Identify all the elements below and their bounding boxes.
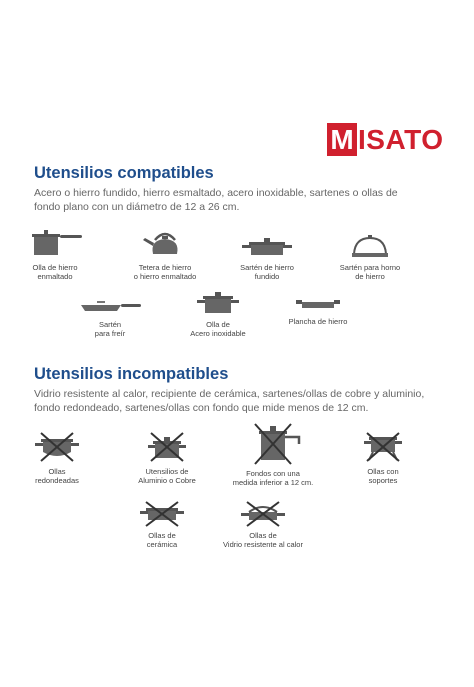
- compatible-item-stainless-pot: [173, 289, 263, 338]
- compatible-title: Utensilios compatibles: [34, 164, 214, 182]
- round-bottom-pot-crossed-icon: [27, 430, 87, 464]
- compatible-item-frying-pan: [65, 293, 155, 338]
- incompatible-desc-line-2: fondo redondeado, sartenes/ollas con fondo que mide menos de 12 cm.: [34, 402, 369, 414]
- kettle-icon: [135, 224, 195, 260]
- incompatible-item-round-pots: [12, 430, 102, 485]
- compatible-description: [34, 186, 454, 214]
- compatible-item-cast-iron-pan: [222, 232, 312, 281]
- stainless-pot-icon: [188, 289, 248, 317]
- compatible-item-oven-pan: [325, 232, 415, 281]
- incompatible-item-label: Ollas de Vidrio resistente al calor: [223, 531, 303, 549]
- compatible-item-griddle: [273, 296, 363, 326]
- compatible-item-label: Plancha de hierro: [288, 317, 348, 326]
- griddle-icon: [288, 296, 348, 314]
- incompatible-item-label: Ollas de cerámica: [146, 531, 178, 549]
- pot-with-handle-icon: [25, 224, 85, 260]
- compatible-desc-line-1: Acero o hierro fundido, hierro esmaltado, acero inoxidable, sartenes o ollas de: [34, 187, 398, 199]
- pot-with-stand-crossed-icon: [353, 430, 413, 464]
- incompatible-item-label: Fondos con una medida inferior a 12 cm.: [232, 469, 314, 487]
- incompatible-item-label: Utensilios de Aluminio o Cobre: [138, 467, 196, 485]
- small-base-pot-crossed-icon: [243, 420, 303, 466]
- frying-pan-icon: [75, 293, 145, 317]
- compatible-item-kettle: [120, 224, 210, 281]
- compatible-item-label: Olla de Acero inoxidable: [190, 320, 246, 338]
- compatible-item-cast-iron-pot: [10, 224, 100, 281]
- incompatible-item-label: Ollas con soportes: [367, 467, 399, 485]
- brand-logo-m: M: [327, 123, 357, 156]
- incompatible-item-small-base: [228, 420, 318, 487]
- aluminum-pot-crossed-icon: [137, 430, 197, 464]
- compatible-item-label: Tetera de hierro o hierro enmaltado: [133, 263, 197, 281]
- incompatible-item-ceramic: [117, 500, 207, 549]
- incompatible-description: [34, 387, 454, 415]
- incompatible-item-aluminum-copper: [122, 430, 212, 485]
- glass-pot-crossed-icon: [233, 500, 293, 528]
- compatible-desc-line-2: fondo plano con un diámetro de 12 a 26 cm.: [34, 201, 240, 213]
- dome-pan-icon: [340, 232, 400, 260]
- brand-logo-text: ISATO: [358, 123, 444, 155]
- ceramic-pot-crossed-icon: [132, 500, 192, 528]
- brand-logo: [327, 123, 443, 156]
- compatible-item-label: Sartén para horno de hierro: [339, 263, 401, 281]
- incompatible-desc-line-1: Vidrio resistente al calor, recipiente de cerámica, sartenes/ollas de cobre y aluminio,: [34, 388, 425, 400]
- incompatible-item-glass: [218, 500, 308, 549]
- compatible-item-label: Olla de hierro enmaltado: [32, 263, 78, 281]
- incompatible-item-stand-pots: [338, 430, 428, 485]
- incompatible-item-label: Ollas redondeadas: [35, 467, 79, 485]
- compatible-item-label: Sartén de hierro fundido: [240, 263, 294, 281]
- compatible-item-label: Sartén para freír: [94, 320, 126, 338]
- incompatible-title: Utensilios incompatibles: [34, 365, 229, 383]
- cast-iron-pan-icon: [237, 232, 297, 260]
